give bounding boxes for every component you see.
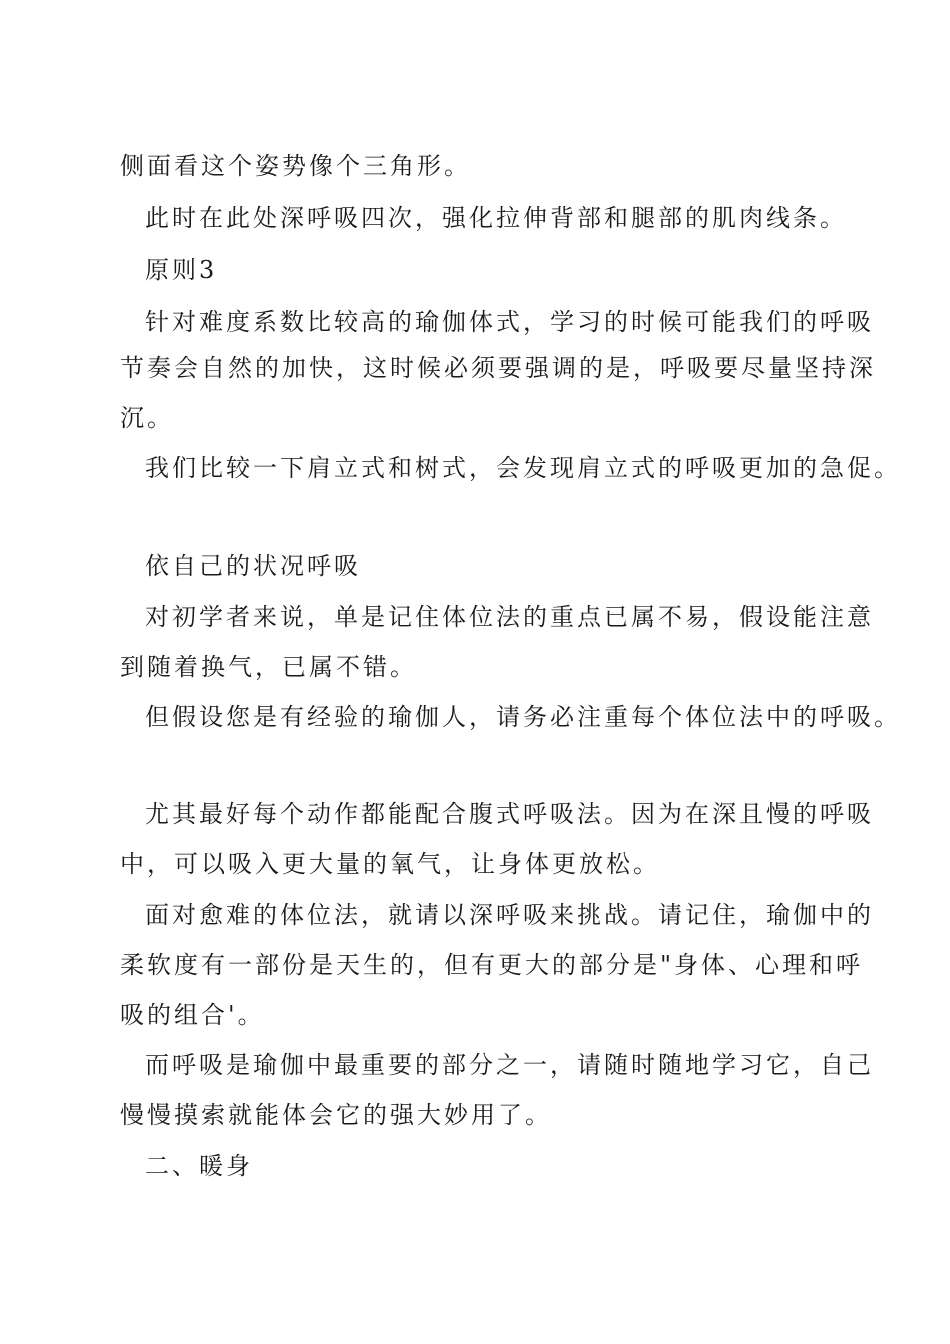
section-heading: 二、暖身	[145, 1152, 253, 1180]
text-line: 到随着换气，已属不错。	[120, 653, 417, 681]
text-line: 对初学者来说，单是记住体位法的重点已属不易，假设能注意	[145, 603, 874, 631]
section-heading: 依自己的状况呼吸	[145, 552, 361, 580]
text-line: 中，可以吸入更大量的氧气，让身体更放松。	[120, 850, 660, 878]
text-line: 而呼吸是瑜伽中最重要的部分之一，请随时随地学习它，自己	[145, 1051, 874, 1079]
text-line: 吸的组合'。	[120, 1001, 265, 1029]
text-line: 针对难度系数比较高的瑜伽体式，学习的时候可能我们的呼吸	[145, 308, 874, 336]
text-line: 沉。	[120, 404, 174, 432]
text-line: 我们比较一下肩立式和树式，会发现肩立式的呼吸更加的急促。	[145, 454, 901, 482]
text-line: 慢慢摸索就能体会它的强大妙用了。	[120, 1101, 552, 1129]
text-line: 侧面看这个姿势像个三角形。	[120, 152, 471, 180]
text-line: 柔软度有一部份是天生的，但有更大的部分是"身体、心理和呼	[120, 951, 864, 979]
text-line: 节奏会自然的加快，这时候必须要强调的是，呼吸要尽量坚持深	[120, 354, 876, 382]
text-line: 但假设您是有经验的瑜伽人，请务必注重每个体位法中的呼吸。	[145, 703, 901, 731]
text-line: 此时在此处深呼吸四次，强化拉伸背部和腿部的肌肉线条。	[145, 204, 847, 232]
section-heading: 原则3	[145, 256, 218, 284]
text-line: 面对愈难的体位法，就请以深呼吸来挑战。请记住，瑜伽中的	[145, 901, 874, 929]
text-line: 尤其最好每个动作都能配合腹式呼吸法。因为在深且慢的呼吸	[145, 800, 874, 828]
